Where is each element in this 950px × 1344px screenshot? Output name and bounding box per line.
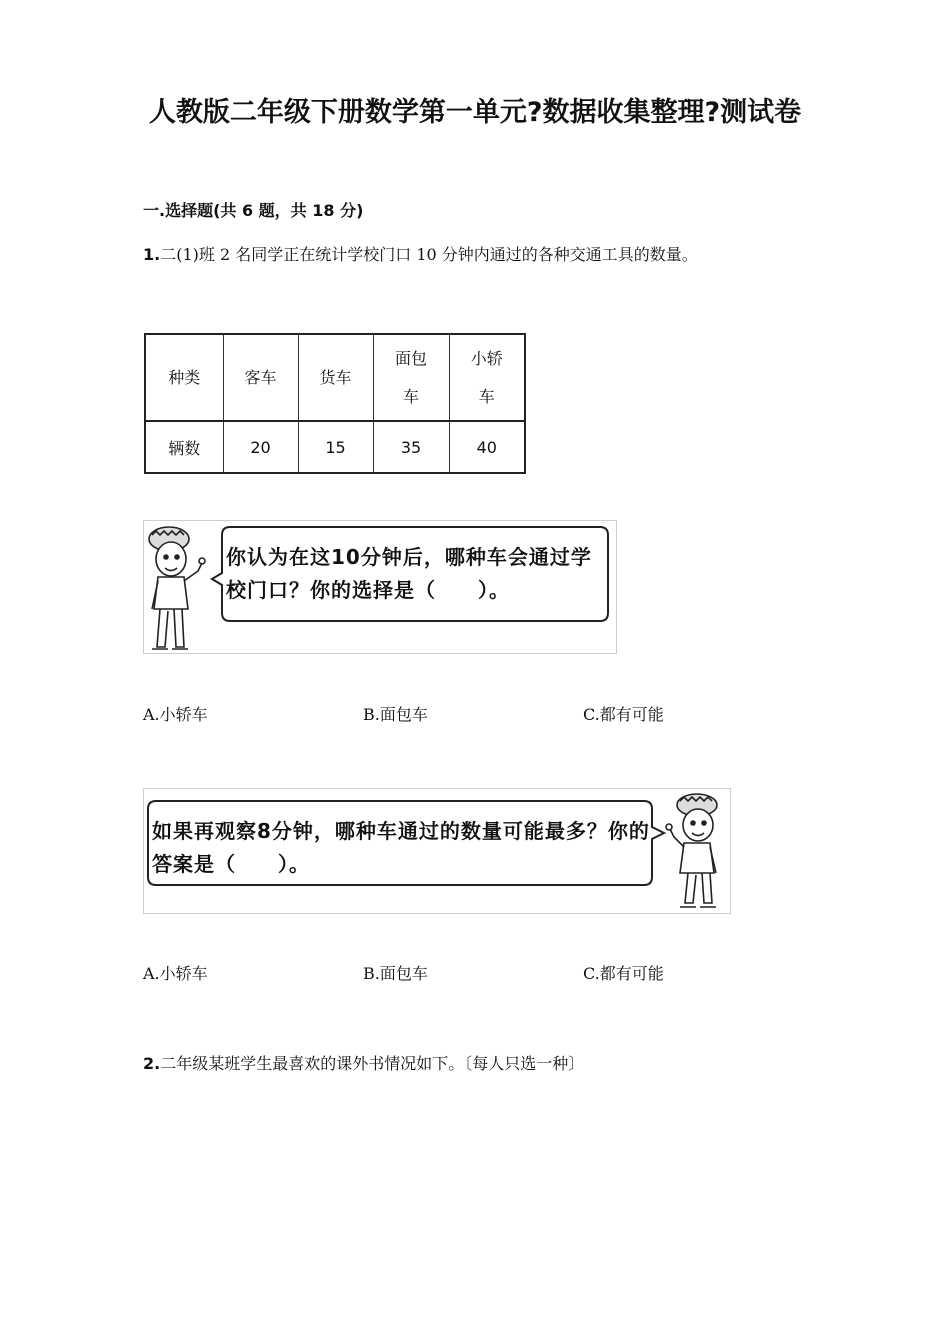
answer-options-1 xyxy=(143,702,843,726)
table-header-cell: 客车 xyxy=(223,334,298,421)
option-b[interactable]: B.面包车 xyxy=(363,964,428,983)
table-header-cell: 小轿车 xyxy=(449,334,525,421)
table-header-cell: 面包车 xyxy=(373,334,449,421)
question-2 xyxy=(143,1052,584,1076)
table-cell: 20 xyxy=(223,421,298,473)
question-text: 二年级某班学生最喜欢的课外书情况如下。〔每人只选一种〕 xyxy=(160,1054,585,1073)
question-1 xyxy=(143,243,698,267)
question-text: 二(1)班 2 名同学正在统计学校门口 10 分钟内通过的各种交通工具的数量。 xyxy=(160,245,698,264)
option-b[interactable]: B.面包车 xyxy=(363,705,428,724)
option-a[interactable]: A.小轿车 xyxy=(143,964,208,983)
illustration-boy-speech-1 xyxy=(143,520,617,654)
question-number: 2. xyxy=(143,1054,161,1073)
table-cell: 35 xyxy=(373,421,449,473)
table-header-cell: 货车 xyxy=(298,334,373,421)
option-c[interactable]: C.都有可能 xyxy=(583,705,664,724)
table-cell: 15 xyxy=(298,421,373,473)
answer-options-2 xyxy=(143,961,843,985)
table-header-row xyxy=(145,334,525,421)
question-number: 1. xyxy=(143,245,161,264)
section-title: 一.选择题(共 6 题，共 18 分) xyxy=(143,201,364,220)
table-cell: 40 xyxy=(449,421,525,473)
speech-bubble-text: 你认为在这10分钟后，哪种车会通过学校门口？你的选择是（ ）。 xyxy=(226,545,592,602)
illustration-boy-speech-2 xyxy=(143,788,731,914)
option-c[interactable]: C.都有可能 xyxy=(583,964,664,983)
speech-bubble-text: 如果再观察8分钟，哪种车通过的数量可能最多？你的答案是（ ）。 xyxy=(152,819,650,876)
option-a[interactable]: A.小轿车 xyxy=(143,705,208,724)
vehicle-count-table xyxy=(144,333,526,474)
page-title: 人教版二年级下册数学第一单元?数据收集整理?测试卷 xyxy=(148,97,802,128)
table-row xyxy=(145,421,525,473)
table-header-cell: 种类 xyxy=(145,334,223,421)
table-cell: 辆数 xyxy=(145,421,223,473)
